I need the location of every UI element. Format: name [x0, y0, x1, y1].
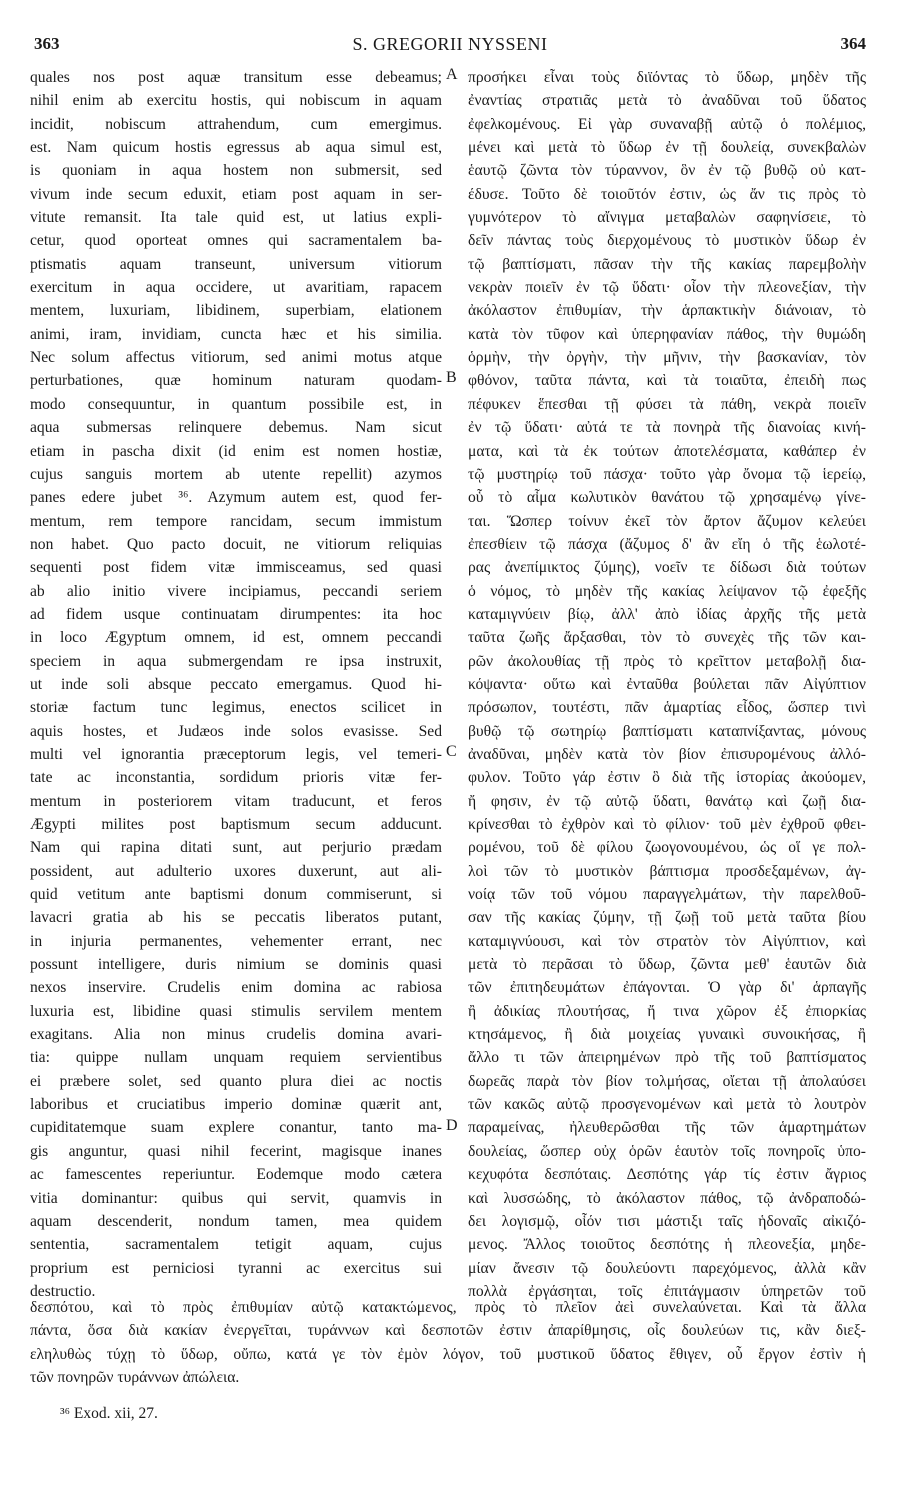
text-line: sententia, sacramentalem tetigit aquam, cujus — [30, 1236, 442, 1254]
text-line: ἤ φησιν, ἐν τῷ αὐτῷ ὕδατι, θανάτῳ καὶ ζωῇ δια- — [468, 792, 866, 810]
text-line: οὗ τὸ αἷμα κωλυτικὸν θανάτου τῷ χρησαμένῳ γίνε- — [468, 489, 866, 507]
text-line: panes edere jubet ³⁶. Azymum autem est, quod fer- — [30, 489, 442, 507]
text-line: est. Nam quicum hostis egressus ab aqua simul est, — [30, 139, 442, 157]
text-line: πάντα, ὅσα διὰ κακίαν ἐνεργεῖται, τυράννων καὶ δεσποτῶν ἐστιν ἀπαρίθμησις, οἷς δουλεύων τις, κἂν διεξ- — [30, 1322, 866, 1340]
text-line: ἐπεσθίειν τῷ πάσχα (ἄζυμος δ' ἂν εἴη ὁ τῆς ἑωλοτέ- — [468, 535, 866, 553]
footnote: ³⁶ Exod. xii, 27. — [60, 1405, 158, 1422]
section-marker-a: A — [446, 66, 458, 83]
greek-column — [468, 66, 866, 1303]
text-line: σαν τῆς κακίας ζύμην, τῇ ζωῇ τοῦ μετὰ ταῦτα βίου — [468, 909, 866, 927]
running-title: S. GREGORII NYSSENI — [352, 34, 548, 54]
text-line: ἀναδῦναι, μηδὲν κατὰ τὸν βίον ἐπισυρομένους ἀλλό- — [468, 745, 866, 763]
greek-continuation — [30, 1296, 866, 1389]
text-line: lavacri gratia ab his se peccatis liberatos putant, — [30, 909, 442, 927]
text-line: nexos inservire. Crudelis enim domina ac rabiosa — [30, 979, 442, 997]
text-line: aquam descenderit, nondum tamen, mea quidem — [30, 1212, 442, 1230]
text-line: mentem, luxuriam, libidinem, superbiam, elationem — [30, 302, 442, 320]
text-line: ἄλλο τι τῶν ἀπειρημένων πρὸ τῆς τοῦ βαπτίσματος — [468, 1049, 866, 1067]
text-line: παραμείνας, ἠλευθερῶσθαι τῆς τῶν ἁμαρτημάτων — [468, 1119, 866, 1137]
latin-column — [30, 66, 442, 1303]
text-line: καταμιγνύουσι, καὶ τὸν στρατὸν τὸν Αἰγύπτιον, καὶ — [468, 932, 866, 950]
text-line: tate ac inconstantia, sordidum prioris vitæ fer- — [30, 769, 442, 787]
page-number-left: 363 — [34, 34, 60, 53]
text-line: μετὰ τὸ περᾶσαι τὸ ὕδωρ, ζῶντα μεθ' ἑαυτῶν διὰ — [468, 956, 866, 974]
text-line: quales nos post aquæ transitum esse debeamus; — [30, 69, 442, 86]
text-line: ei præbere solet, sed quanto plura diei ac noctis — [30, 1072, 442, 1090]
text-line: δωρεᾶς παρὰ τὸν βίον τολμήσας, οἴεται τῇ ἀπολαύσει — [468, 1072, 866, 1090]
text-line: καὶ λυσσώδης, τὸ ἀκόλαστον πάθος, τῷ ἀνδραποδώ- — [468, 1189, 866, 1207]
text-line: μίαν ἄνεσιν τῷ δουλεύοντι παρεχόμενος, ἀλλὰ κἂν — [468, 1259, 866, 1277]
text-line: λοὶ τῶν τὸ μυστικὸν βάπτισμα προσδεξαμένων, ἀγ- — [468, 862, 866, 880]
text-line: modo consequuntur, in quantum possibile est, in — [30, 395, 442, 413]
text-line: laboribus et cruciatibus imperio dominæ quærit ant, — [30, 1096, 442, 1114]
running-header — [34, 34, 866, 56]
text-line: vivum inde secum eduxit, etiam post aquam in ser- — [30, 185, 442, 203]
text-line: ἀκόλαστον ἐπιθυμίαν, τὴν ἁρπακτικὴν διάνοιαν, τὸ — [468, 302, 866, 320]
text-line: κεχυφότα δεσπόταις. Δεσπότης γάρ τίς ἐστιν ἄγριος — [468, 1166, 866, 1184]
text-line: φυλον. Τοῦτο γάρ ἐστιν ὃ διὰ τῆς ἱστορίας ἀκούομεν, — [468, 769, 866, 787]
text-line: ἢ ἀδικίας πλουτήσας, ἤ τινα χῶρον ἐξ ἐπιορκίας — [468, 1002, 866, 1020]
text-line: ἐφελκομένους. Εἰ γὰρ συναναβῇ αὐτῷ ὁ πολέμιος, — [468, 115, 866, 133]
text-line: luxuria est, libidine quasi stimulis servilem mentem — [30, 1002, 442, 1020]
text-line: κόψαντα· οὕτω καὶ ἐνταῦθα βούλεται πᾶν Αἰγύπτιον — [468, 675, 866, 693]
text-line: Ægypti milites post baptismum secum adducunt. — [30, 816, 442, 833]
text-line: νοίᾳ τῶν τοῦ νόμου παραγγελμάτων, τὴν παρελθοῦ- — [468, 886, 866, 904]
text-line: Nam qui rapina ditati sunt, aut perjurio prædam — [30, 839, 442, 857]
text-line: κρίνεσθαι τὸ ἐχθρὸν καὶ τὸ φίλιον· τοῦ μὲν ἐχθροῦ φθει- — [468, 816, 866, 833]
text-line: destructio. — [30, 1282, 96, 1300]
text-line: ac famescentes reperiuntur. Eodemque modo cætera — [30, 1166, 442, 1184]
text-line: nihil enim ab exercitu hostis, qui nobiscum in aquam — [30, 92, 442, 110]
text-line: exagitans. Alia non minus crudelis domina avari- — [30, 1026, 442, 1044]
text-line: ταῦτα ζωῆς ἄρξασθαι, τὸν τὸ συνεχὲς τῆς τῶν και- — [468, 629, 866, 647]
text-line: proprium est perniciosi tyranni ac exercitus sui — [30, 1259, 442, 1277]
text-line: Nec solum affectus vitiorum, sed animi motus atque — [30, 349, 442, 367]
text-line: φθόνον, ταῦτα πάντα, καὶ τὰ τοιαῦτα, ἐπειδὴ πως — [468, 372, 866, 390]
text-line: κατὰ τὸν τῦφον καὶ ὑπερηφανίαν πάθος, τὴν θυμώδη — [468, 325, 866, 343]
text-line: καταμιγνύειν βίῳ, ἀλλ' ἀπὸ ἰδίας ἀρχῆς τῆς μετὰ — [468, 605, 866, 623]
text-line: κτησάμενος, ἢ διὰ μοιχείας γυναικὶ συνοικήσας, ἢ — [468, 1026, 866, 1044]
text-line: ab alio initio vivere incipiamus, peccandi seriem — [30, 582, 442, 600]
text-line: ματα, καὶ τὰ ἐκ τούτων ἀποτελέσματα, καθάπερ ἐν — [468, 442, 866, 460]
text-line: gis anguntur, quasi nihil fecerint, magisque inanes — [30, 1142, 442, 1160]
text-line: vitute remansit. Ita tale quid est, ut latius expli- — [30, 209, 442, 227]
section-marker-d: D — [446, 1117, 458, 1134]
text-line: ται. Ὥσπερ τοίνυν ἐκεῖ τὸν ἄρτον ἄζυμον κελεύει — [468, 512, 866, 530]
text-line: δεσπότου, καὶ τὸ πρὸς ἐπιθυμίαν αὐτῷ κατακτώμενος, πρὸς τὸ πλεῖον ἀεὶ συνελαύνεται. Καὶ τὰ ἄλλα — [30, 1299, 866, 1316]
text-line: δεῖν πάντας τοὺς διερχομένους τὸ μυστικὸν ὕδωρ ἐν — [468, 232, 866, 250]
text-line: is quoniam in aqua hostem non submersit, sed — [30, 162, 442, 180]
text-line: ptismatis aquam transeunt, universum vitiorum — [30, 255, 442, 273]
text-line: mentum in posteriorem vitam traducunt, et feros — [30, 792, 442, 810]
text-line: τῶν πονηρῶν τυράννων ἀπώλεια. — [30, 1369, 240, 1387]
text-line: εληλυθὼς τύχῃ τὸ ὕδωρ, οὔπω, κατά γε τὸν ἐμὸν λόγον, τοῦ μυστικοῦ ὕδατος ἔθιγεν, οὗ ἔργον ἐστὶν ἡ — [30, 1345, 866, 1363]
text-line: speciem in aqua submergendam re ipsa instruxit, — [30, 652, 442, 670]
text-line: non habet. Quo pacto docuit, ne vitiorum reliquias — [30, 535, 442, 553]
text-line: perturbationes, quæ hominum naturam quodam- — [30, 372, 442, 390]
text-line: ρομένου, τοῦ δὲ φίλου ζωογονουμένου, ὡς οἵ γε πολ- — [468, 839, 866, 857]
text-line: in injuria permanentes, vehementer errant, nec — [30, 932, 442, 950]
text-line: etiam in pascha dixit (id enim est nomen hostiæ, — [30, 442, 442, 460]
text-line: in loco Ægyptum omnem, id est, omnem peccandi — [30, 629, 442, 647]
section-marker-c: C — [446, 743, 457, 760]
text-line: cetur, quod oporteat omnes qui sacramentalem ba- — [30, 232, 442, 250]
text-line: μένει καὶ μετὰ τὸ ὕδωρ ἐν τῇ δουλείᾳ, συνεκβαλὼν — [468, 139, 866, 157]
text-line: δει λογισμῷ, οἷόν τισι μάστιξι ταῖς ἡδοναῖς αἰκιζό- — [468, 1212, 866, 1230]
text-line: ὁρμὴν, τὴν ὀργὴν, τὴν μῆνιν, τὴν βασκανίαν, τὸν — [468, 349, 866, 367]
text-line: τῷ μυστηρίῳ τοῦ πάσχα· τοῦτο γὰρ ὄνομα τῷ ἱερείῳ, — [468, 465, 866, 483]
text-line: incidit, nobiscum attrahendum, cum emergimus. — [30, 115, 442, 133]
text-line: βυθῷ τῷ σωτηρίῳ βαπτίσματι καταπνίξαντας, μόνους — [468, 722, 866, 740]
text-line: possunt intelligere, duris nimium se dominis quasi — [30, 956, 442, 974]
text-line: ρας ἀνεπίμικτος ζύμης), νοεῖν τε δίδωσι διὰ τούτων — [468, 559, 866, 577]
text-line: γυμνότερον τὸ αἴνιγμα μεταβαλὼν σαφηνίσειε, τὸ — [468, 209, 866, 227]
section-marker-b: B — [446, 369, 457, 386]
text-line: quid vetitum ante baptismi donum commiserunt, si — [30, 886, 442, 904]
text-line: tia: quippe nullam unquam requiem servientibus — [30, 1049, 442, 1067]
text-line: πέφυκεν ἕπεσθαι τῇ φύσει τὰ πάθη, νεκρὰ ποιεῖν — [468, 395, 866, 413]
text-line: ἐν τῷ ὕδατι· αὐτά τε τὰ πονηρὰ τῆς διανοίας κινή- — [468, 419, 866, 437]
text-line: τῶν κακῶς αὐτῷ προσγενομένων καὶ μετὰ τὸ λουτρὸν — [468, 1096, 866, 1114]
text-line: προσήκει εἶναι τοὺς διϊόντας τὸ ὕδωρ, μηδὲν τῆς — [468, 69, 866, 86]
text-line: multi vel ignorantia præceptorum legis, vel temeri- — [30, 745, 442, 763]
text-line: animi, iram, invidiam, cuncta hæc et his similia. — [30, 325, 442, 343]
page-number-right: 364 — [840, 34, 866, 53]
text-line: δουλείας, ὥσπερ οὐχ ὁρῶν ἑαυτὸν τοῖς πονηροῖς ὑπο- — [468, 1142, 866, 1160]
text-line: έδυσε. Τοῦτο δὲ τοιοῦτόν ἐστιν, ὡς ἄν τις πρὸς τὸ — [468, 185, 866, 203]
text-line: vitia dominantur: quibus qui servit, quamvis in — [30, 1189, 442, 1207]
text-line: πολλὰ ἐργάσηται, τοῖς ἐπιτάγμασιν ὑπηρετῶν τοῦ — [468, 1282, 866, 1300]
text-line: ad fidem usque continuatam dirumpentes: ita hoc — [30, 605, 442, 623]
text-line: cujus sanguis mortem ab utente repellit) azymos — [30, 465, 442, 483]
text-line: μενος. Ἄλλος τοιοῦτος δεσπότης ἡ πλεονεξία, μηδε- — [468, 1236, 866, 1254]
text-line: νεκρὰν ποιεῖν ἐν τῷ ὕδατι· οἷον τὴν πλεονεξίαν, τὴν — [468, 279, 866, 297]
text-line: aqua submersas relinquere debemus. Nam sicut — [30, 419, 442, 437]
text-line: τῶν ἐπιτηδευμάτων ἐπάγονται. Ὁ γὰρ δι' ἁρπαγῆς — [468, 979, 866, 997]
text-line: aquis hostes, et Judæos inde solos evasisse. Sed — [30, 722, 442, 740]
text-line: sequenti post fidem vitæ immisceamus, sed quasi — [30, 559, 442, 577]
text-line: possident, aut adulterio uxores duxerunt, aut ali- — [30, 862, 442, 880]
text-line: ἐναντίας στρατιᾶς μετὰ τὸ ἀναδῦναι τοῦ ὕδατος — [468, 92, 866, 110]
text-line: ut inde soli absque peccato emergamus. Quod hi- — [30, 675, 442, 693]
text-line: τῷ βαπτίσματι, πᾶσαν τὴν τῆς κακίας παρεμβολὴν — [468, 255, 866, 273]
text-line: ἑαυτῷ ζῶντα τὸν τύραννον, ὃν ἐν τῷ βυθῷ οὐ κατ- — [468, 162, 866, 180]
text-line: ρῶν ἀκολουθίας τῇ πρὸς τὸ κρεῖττον μεταβολῇ δια- — [468, 652, 866, 670]
text-line: πρόσωπον, τουτέστι, πᾶν ἁμαρτίας εἶδος, ὥσπερ τινὶ — [468, 699, 866, 717]
text-line: cupiditatemque suam explere conantur, tanto ma- — [30, 1119, 442, 1137]
text-line: exercitum in aqua occidere, ut avaritiam, rapacem — [30, 279, 442, 297]
text-line: mentum, rem tempore rancidam, secum immistum — [30, 512, 442, 530]
text-line: storiæ factum tunc legimus, enectos scilicet in — [30, 699, 442, 717]
text-line: ὁ νόμος, τὸ μηδὲν τῆς κακίας λείψανον τῷ ἐφεξῆς — [468, 582, 866, 600]
